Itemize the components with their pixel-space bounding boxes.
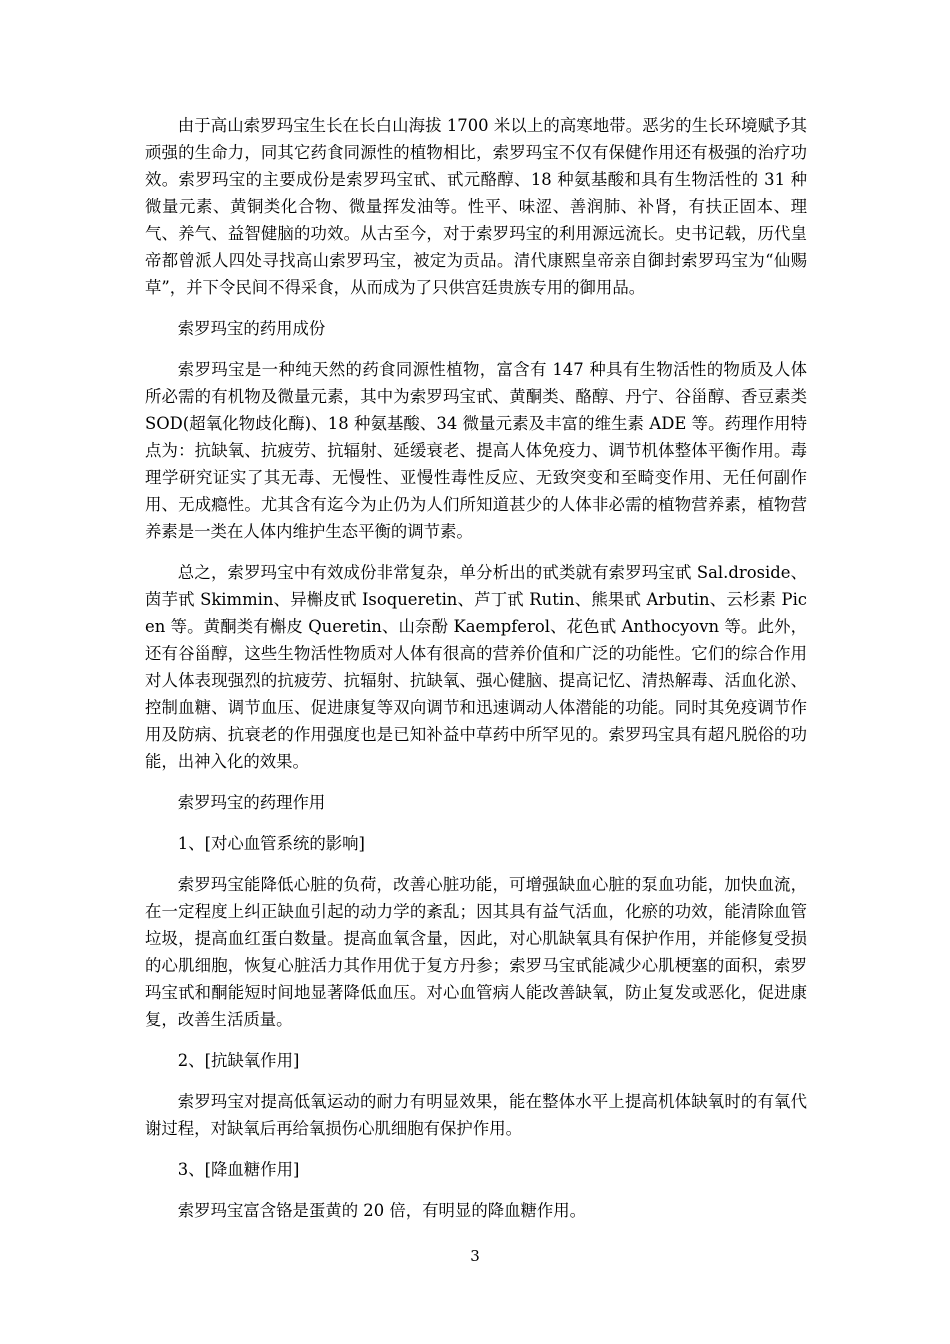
blood-sugar-paragraph: 索罗玛宝富含铬是蛋黄的 20 倍，有明显的降血糖作用。 — [177, 1201, 587, 1220]
section-heading-pharmacology: 索罗玛宝的药理作用 — [177, 793, 326, 812]
section-heading-medicinal-components: 索罗玛宝的药用成份 — [177, 319, 326, 338]
components-paragraph: 索罗玛宝是一种纯天然的药食同源性植物，富含有 147 种具有生物活性的物质及人体所必需的有机物及微量元素，其中为索罗玛宝甙、黄酮类、酪醇、丹宁、谷甾醇、香豆素类 SOD(超氧化物歧化酶)、18 种氨基酸、34 微量元素及丰富的维生素 ADE 等。药理作用特点为：抗缺氧、抗疲劳、抗辐射、延缓衰老、提高人体免疫力、调节机体整体平衡作用。毒理学研究证实了其无毒、无慢性、亚慢性毒性反应、无致突变和至畸变作用、无任何副作用、无成瘾性。尤其含有迄今为止仍为人们所知道甚少的人体非必需的植物营养素，植物营养素是一类在人体内维护生态平衡的调节素。 — [145, 360, 807, 541]
subheading-cardiovascular: 1、[对心血管系统的影响] — [177, 834, 365, 853]
subheading-anti-hypoxia: 2、[抗缺氧作用] — [177, 1051, 300, 1070]
summary-paragraph: 总之，索罗玛宝中有效成份非常复杂，单分析出的甙类就有索罗玛宝甙 Sal.droside、茵芋甙 Skimmin、异槲皮甙 Isoqueretin、芦丁甙 Rutin、熊果甙 Arbutin、云杉素 Picen 等。黄酮类有槲皮 Queretin、山奈酚 Kaempferol、花色甙 Anthocyovn 等。此外，还有谷甾醇，这些生物活性物质对人体有很高的营养价值和广泛的功能性。它们的综合作用对人体表现强烈的抗疲劳、抗辐射、抗缺氧、强心健脑、提高记忆、清热解毒、活血化淤、控制血糖、调节血压、促进康复等双向调节和迅速调动人体潜能的功能。同时其免疫调节作用及防病、抗衰老的作用强度也是已知补益中草药中所罕见的。索罗玛宝具有超凡脱俗的功能，出神入化的效果。 — [145, 563, 807, 771]
intro-paragraph: 由于高山索罗玛宝生长在长白山海拔 1700 米以上的高寒地带。恶劣的生长环境赋予其顽强的生命力，同其它药食同源性的植物相比，索罗玛宝不仅有保健作用还有极强的治疗功效。索罗玛宝的主要成份是索罗玛宝甙、甙元酪醇、18 种氨基酸和具有生物活性的 31 种微量元素、黄铜类化合物、微量挥发油等。性平、味涩、善润肺、补肾，有扶正固本、理气、养气、益智健脑的功效。从古至今，对于索罗玛宝的利用源远流长。史书记载，历代皇帝都曾派人四处寻找高山索罗玛宝，被定为贡品。清代康熙皇帝亲自御封索罗玛宝为“仙赐草”，并下令民间不得采食，从而成为了只供宫廷贵族专用的御用品。 — [145, 116, 807, 297]
anti-hypoxia-paragraph: 索罗玛宝对提高低氧运动的耐力有明显效果，能在整体水平上提高机体缺氧时的有氧代谢过程，对缺氧后再给氧损伤心肌细胞有保护作用。 — [145, 1092, 807, 1138]
cardiovascular-paragraph: 索罗玛宝能降低心脏的负荷，改善心脏功能，可增强缺血心脏的泵血功能，加快血流，在一定程度上纠正缺血引起的动力学的紊乱；因其具有益气活血，化瘀的功效，能清除血管垃圾，提高血红蛋白数量。提高血氧含量，因此，对心肌缺氧具有保护作用，并能修复受损的心肌细胞，恢复心脏活力其作用优于复方丹参；索罗马宝甙能减少心肌梗塞的面积，索罗玛宝甙和酮能短时间地显著降低血压。对心血管病人能改善缺氧，防止复发或恶化，促进康复，改善生活质量。 — [145, 875, 807, 1029]
document-body — [145, 112, 807, 1224]
page-number: 3 — [470, 1247, 480, 1265]
subheading-blood-sugar: 3、[降血糖作用] — [177, 1160, 300, 1179]
